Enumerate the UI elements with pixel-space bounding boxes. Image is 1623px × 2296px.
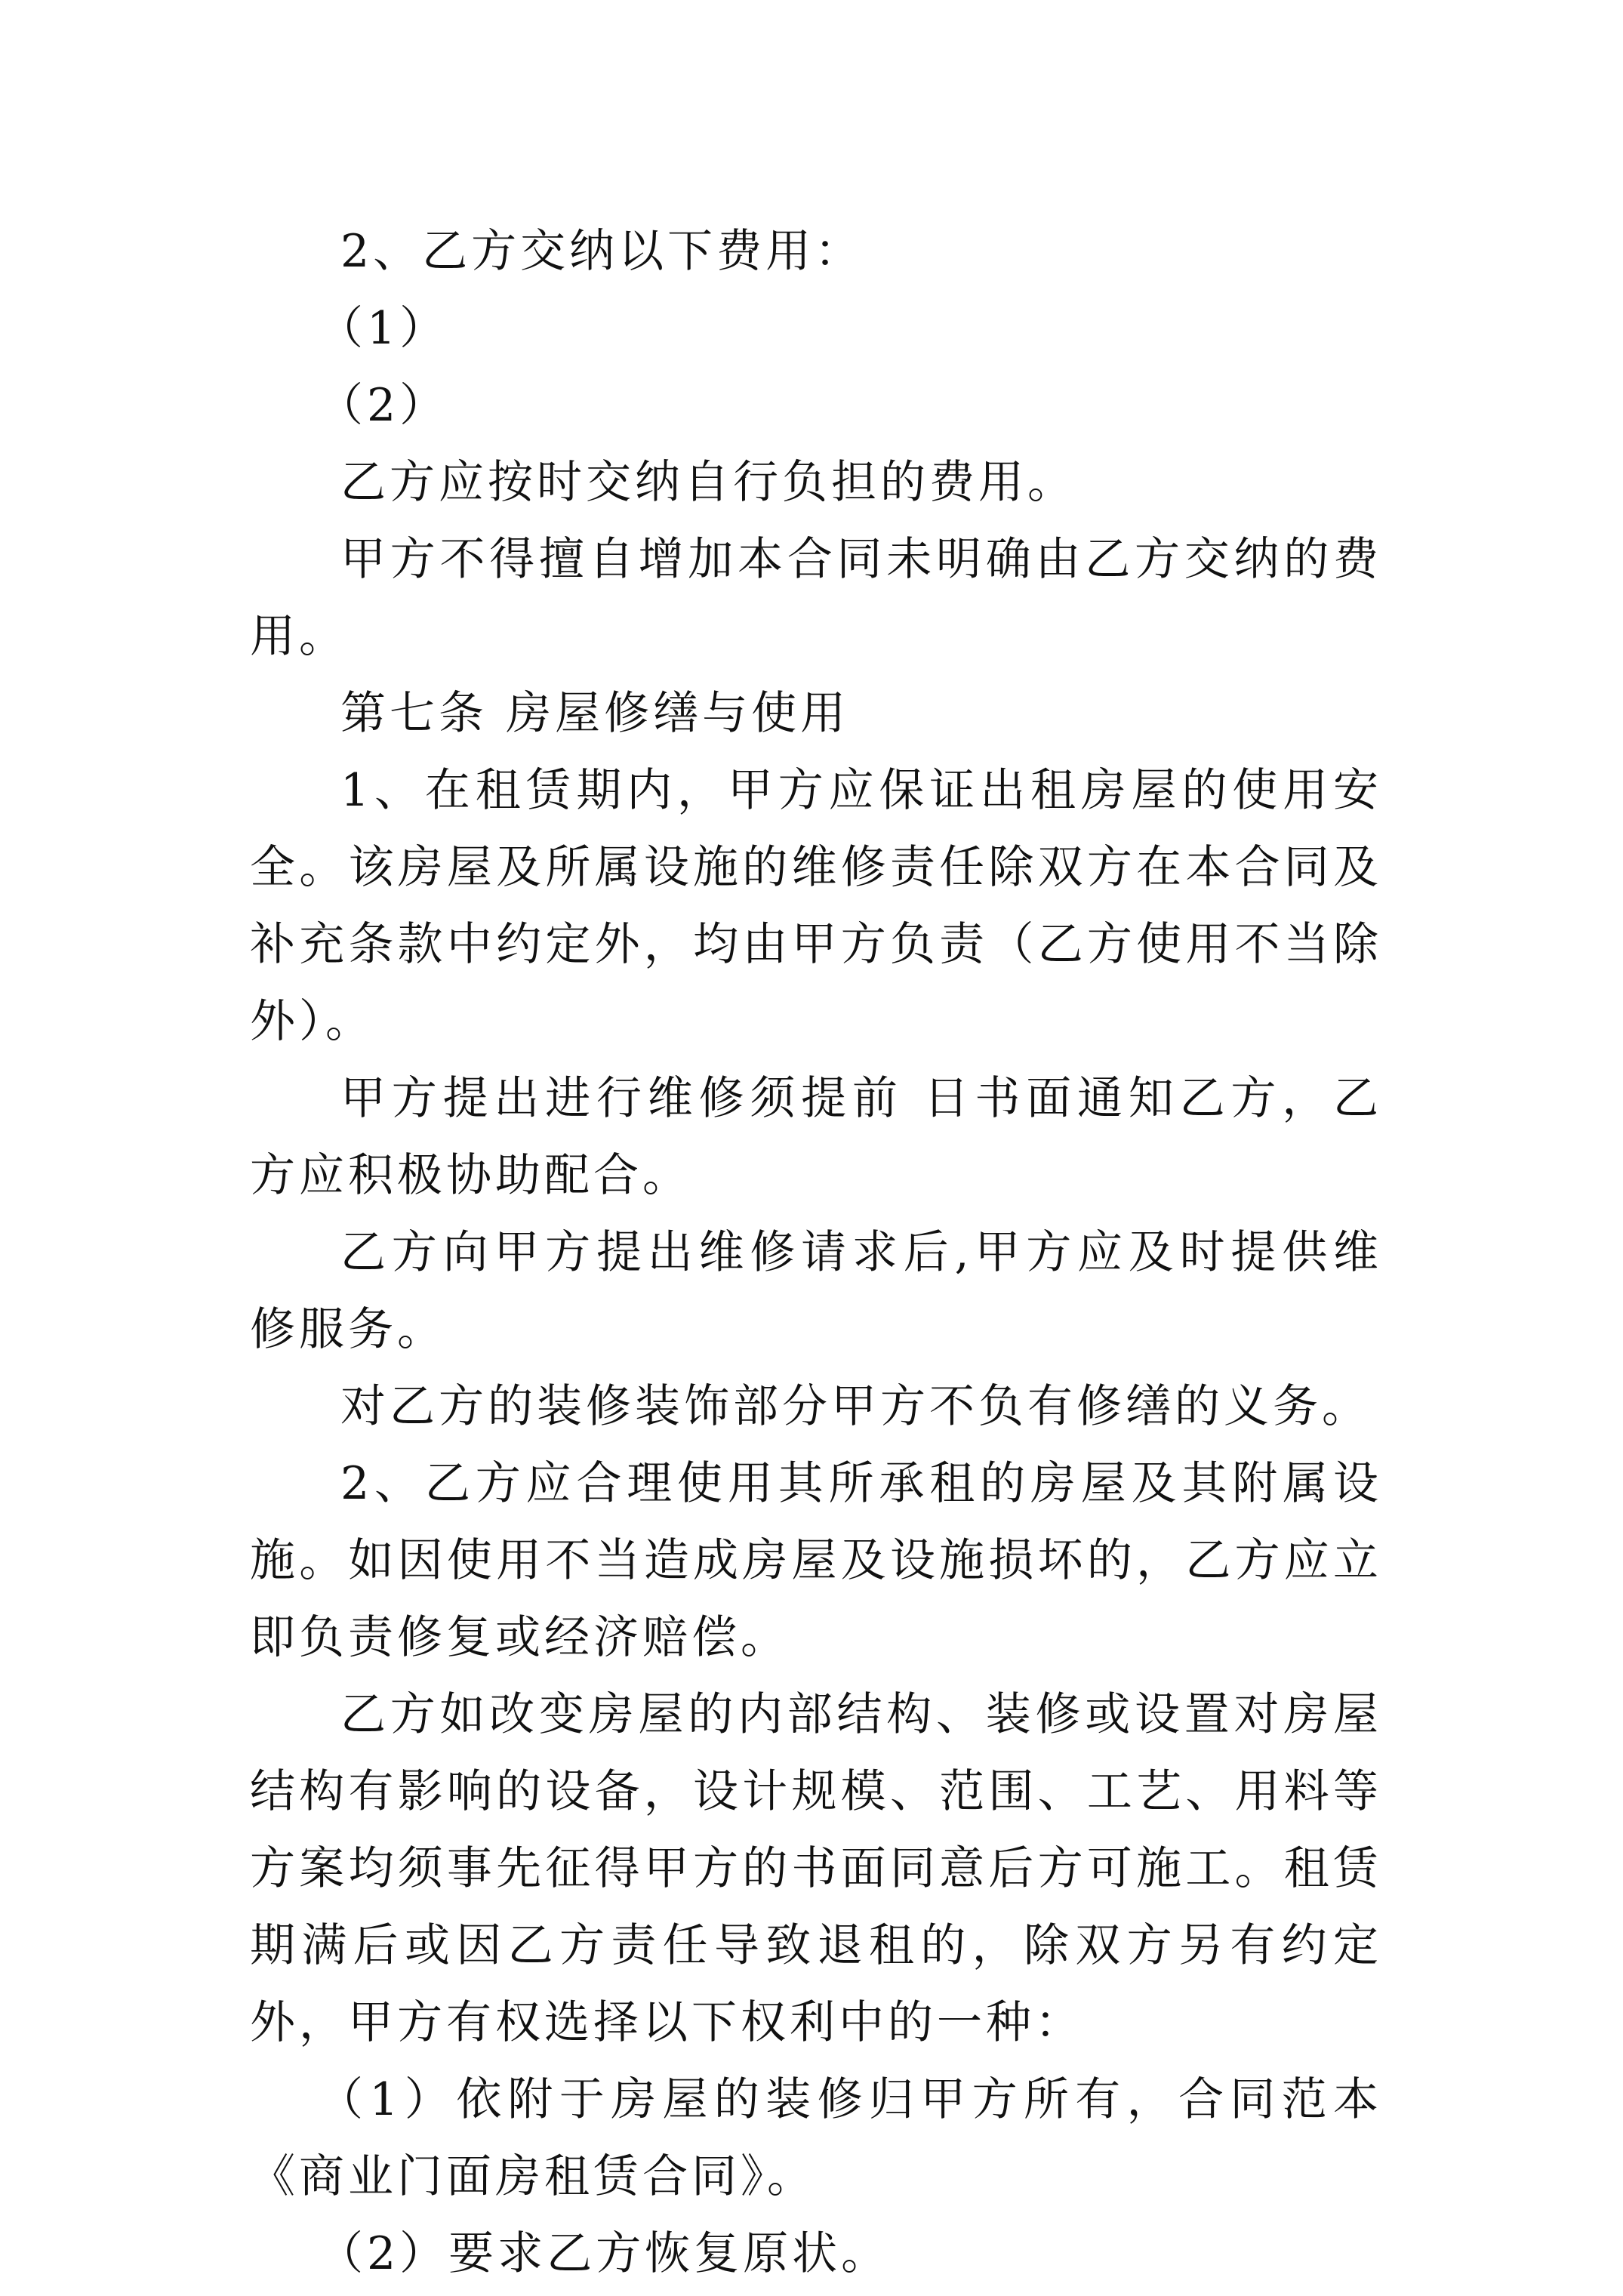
- alteration-clause: 乙方如改变房屋的内部结构、装修或设置对房屋结构有影响的设备，设计规模、范围、工艺、用料等方案均须事先征得甲方的书面同意后方可施工。租赁期满后或因乙方责任导致退租的，除双方另有约定外，甲方有权选择以下权利中的一种：: [250, 1688, 1382, 2049]
- decoration-clause: 对乙方的装修装饰部分甲方不负有修缮的义务。: [340, 1380, 1371, 1433]
- repair-notice-clause: 甲方提出进行维修须提前 日书面通知乙方，乙方应积极协助配合。: [250, 1072, 1382, 1202]
- fee-payment-note: 乙方应按时交纳自行负担的费用。: [340, 456, 1076, 509]
- fee-clause-heading: 2、乙方交纳以下费用：: [340, 225, 864, 278]
- fee-item-2: （2）: [318, 379, 449, 432]
- fee-item-1: （1）: [318, 302, 449, 355]
- fee-restriction-note: 甲方不得擅自增加本合同未明确由乙方交纳的费用。: [250, 533, 1382, 663]
- option-2: （2）要求乙方恢复原状。: [318, 2227, 891, 2280]
- usage-clause-2: 2、乙方应合理使用其所承租的房屋及其附属设施。如因使用不当造成房屋及设施损坏的，乙方应立即负责修复或经济赔偿。: [250, 1457, 1382, 1664]
- article-seven-heading: 第七条 房屋修缮与使用: [340, 687, 850, 740]
- option-1: （1）依附于房屋的装修归甲方所有，合同范本《商业门面房租赁合同》。: [250, 2073, 1382, 2203]
- contract-body: [250, 213, 1382, 2292]
- repair-clause-1: 1、在租赁期内，甲方应保证出租房屋的使用安全。该房屋及所属设施的维修责任除双方在本合同及补充条款中约定外，均由甲方负责（乙方使用不当除外）。: [250, 764, 1382, 1048]
- repair-request-clause: 乙方向甲方提出维修请求后,甲方应及时提供维修服务。: [250, 1226, 1382, 1356]
